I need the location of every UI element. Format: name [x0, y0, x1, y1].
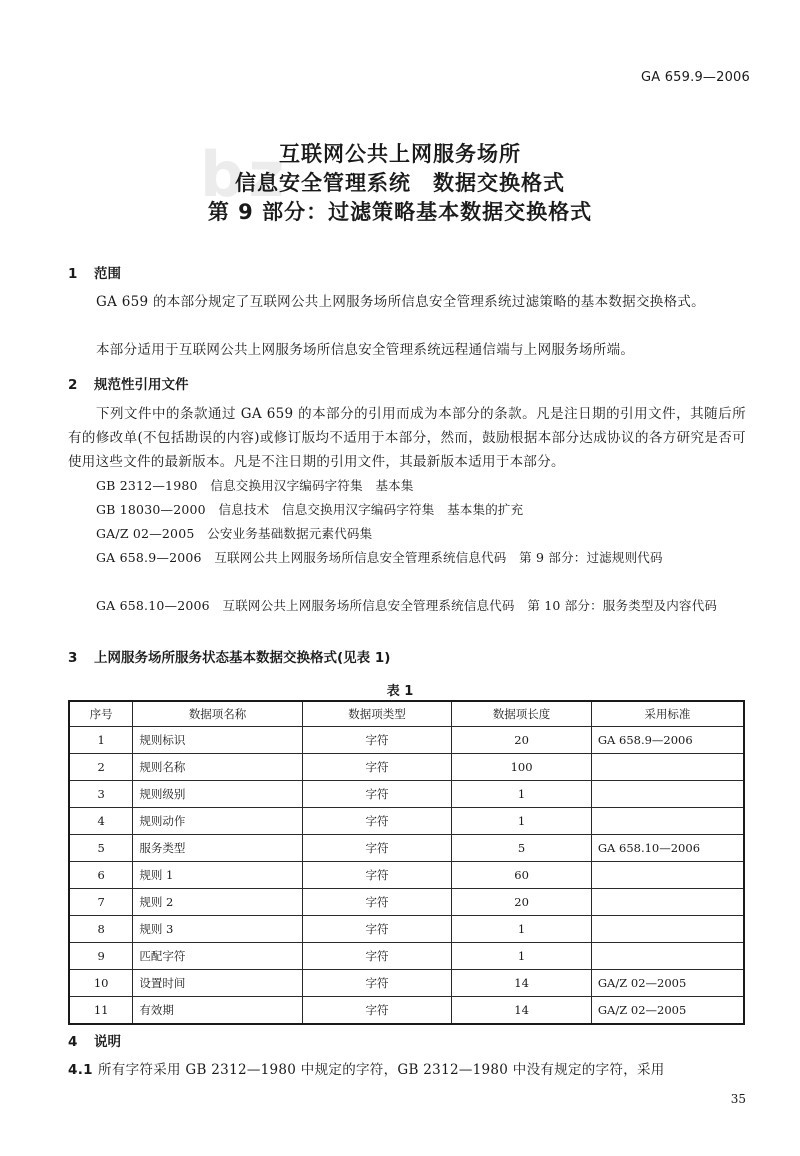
- cell-standard: GA 658.10—2006: [591, 835, 744, 862]
- section-2-paragraph: 下列文件中的条款通过 GA 659 的本部分的引用而成为本部分的条款。凡是注日期的引用文件，其随后所有的修改单(不包括勘误的内容)或修订版均不适用于本部分，然而，鼓励根据本部分达成协议的各方研究是否可使用这些文件的最新版本。凡是不注日期的引用文件，其最新版本适用于本部分。: [68, 406, 746, 470]
- cell-seq: 5: [69, 835, 133, 862]
- column-header: 数据项长度: [452, 701, 592, 727]
- cell-name: 规则 1: [133, 862, 302, 889]
- cell-seq: 4: [69, 808, 133, 835]
- section-1-paragraph-1: GA 659 的本部分规定了互联网公共上网服务场所信息安全管理系统过滤策略的基本数据交换格式。: [96, 294, 705, 310]
- cell-type: 字符: [302, 997, 452, 1025]
- cell-name: 规则动作: [133, 808, 302, 835]
- cell-standard: GA/Z 02—2005: [591, 997, 744, 1025]
- cell-length: 14: [452, 970, 592, 997]
- standard-code: GA 659.9—2006: [641, 70, 750, 85]
- cell-seq: 11: [69, 997, 133, 1025]
- watermark: bz: [200, 138, 289, 211]
- cell-name: 规则 3: [133, 916, 302, 943]
- table-caption: 表 1: [386, 684, 414, 699]
- cell-type: 字符: [302, 970, 452, 997]
- cell-seq: 1: [69, 727, 133, 754]
- cell-standard: [591, 889, 744, 916]
- section-3-heading: [68, 646, 390, 666]
- document-title: [0, 140, 800, 227]
- title-line-1: 互联网公共上网服务场所: [279, 142, 521, 166]
- table-row: [69, 835, 744, 862]
- cell-standard: GA 658.9—2006: [591, 727, 744, 754]
- section-4-heading: [68, 1030, 121, 1050]
- reference-item: GB 2312—1980 信息交换用汉字编码字符集 基本集: [96, 478, 414, 493]
- cell-seq: 7: [69, 889, 133, 916]
- cell-type: 字符: [302, 727, 452, 754]
- reference-item: GA/Z 02—2005 公安业务基础数据元素代码集: [96, 526, 373, 541]
- page-number: 35: [730, 1092, 746, 1106]
- cell-standard: [591, 808, 744, 835]
- clause-number: 4.1: [68, 1062, 93, 1078]
- column-header: 采用标准: [591, 701, 744, 727]
- cell-seq: 10: [69, 970, 133, 997]
- cell-length: 5: [452, 835, 592, 862]
- table-row: [69, 781, 744, 808]
- cell-name: 服务类型: [133, 835, 302, 862]
- cell-standard: [591, 781, 744, 808]
- reference-item: GB 18030—2000 信息技术 信息交换用汉字编码字符集 基本集的扩充: [96, 502, 524, 517]
- section-title: 上网服务场所服务状态基本数据交换格式(见表 1): [94, 650, 391, 666]
- cell-name: 规则标识: [133, 727, 302, 754]
- cell-type: 字符: [302, 862, 452, 889]
- cell-type: 字符: [302, 754, 452, 781]
- cell-length: 20: [452, 727, 592, 754]
- table-row: [69, 889, 744, 916]
- section-title: 规范性引用文件: [94, 377, 189, 393]
- cell-seq: 6: [69, 862, 133, 889]
- clause-4-1: [68, 1058, 746, 1082]
- table-row: [69, 754, 744, 781]
- section-title: 范围: [94, 266, 121, 282]
- cell-length: 1: [452, 808, 592, 835]
- cell-length: 20: [452, 889, 592, 916]
- title-line-2: 信息安全管理系统 数据交换格式: [235, 171, 565, 195]
- cell-standard: [591, 754, 744, 781]
- column-header: 数据项类型: [302, 701, 452, 727]
- cell-length: 1: [452, 943, 592, 970]
- cell-type: 字符: [302, 808, 452, 835]
- cell-length: 14: [452, 997, 592, 1025]
- column-header: 数据项名称: [133, 701, 302, 727]
- reference-item: GA 658.10—2006 互联网公共上网服务场所信息安全管理系统信息代码 第 10 部分：服务类型及内容代码: [96, 598, 718, 613]
- cell-name: 设置时间: [133, 970, 302, 997]
- title-line-3: 第 9 部分：过滤策略基本数据交换格式: [207, 200, 593, 224]
- table-header-row: [69, 701, 744, 727]
- clause-text: 所有字符采用 GB 2312—1980 中规定的字符，GB 2312—1980 中没有规定的字符，采用: [98, 1062, 665, 1078]
- cell-name: 有效期: [133, 997, 302, 1025]
- cell-type: 字符: [302, 889, 452, 916]
- cell-standard: [591, 943, 744, 970]
- cell-standard: [591, 916, 744, 943]
- data-exchange-table: [68, 700, 745, 1025]
- section-1-paragraph-2: 本部分适用于互联网公共上网服务场所信息安全管理系统远程通信端与上网服务场所端。: [96, 342, 635, 358]
- section-2-heading: [68, 373, 189, 393]
- table-row: [69, 808, 744, 835]
- cell-length: 60: [452, 862, 592, 889]
- section-number: 2: [68, 377, 78, 393]
- table-row: [69, 943, 744, 970]
- cell-standard: GA/Z 02—2005: [591, 970, 744, 997]
- cell-name: 规则级别: [133, 781, 302, 808]
- cell-type: 字符: [302, 835, 452, 862]
- cell-name: 规则 2: [133, 889, 302, 916]
- column-header: 序号: [69, 701, 133, 727]
- cell-length: 100: [452, 754, 592, 781]
- cell-name: 匹配字符: [133, 943, 302, 970]
- section-number: 1: [68, 266, 78, 282]
- cell-seq: 9: [69, 943, 133, 970]
- cell-length: 1: [452, 781, 592, 808]
- reference-item: GA 658.9—2006 互联网公共上网服务场所信息安全管理系统信息代码 第 9 部分：过滤规则代码: [96, 550, 663, 565]
- cell-name: 规则名称: [133, 754, 302, 781]
- cell-seq: 8: [69, 916, 133, 943]
- section-1-heading: [68, 262, 121, 282]
- cell-type: 字符: [302, 781, 452, 808]
- section-number: 3: [68, 650, 78, 666]
- table-row: [69, 970, 744, 997]
- table-row: [69, 862, 744, 889]
- cell-seq: 2: [69, 754, 133, 781]
- cell-type: 字符: [302, 943, 452, 970]
- section-number: 4: [68, 1034, 78, 1050]
- cell-type: 字符: [302, 916, 452, 943]
- cell-seq: 3: [69, 781, 133, 808]
- section-title: 说明: [94, 1034, 121, 1050]
- cell-standard: [591, 862, 744, 889]
- table-row: [69, 727, 744, 754]
- cell-length: 1: [452, 916, 592, 943]
- table-row: [69, 997, 744, 1025]
- table-row: [69, 916, 744, 943]
